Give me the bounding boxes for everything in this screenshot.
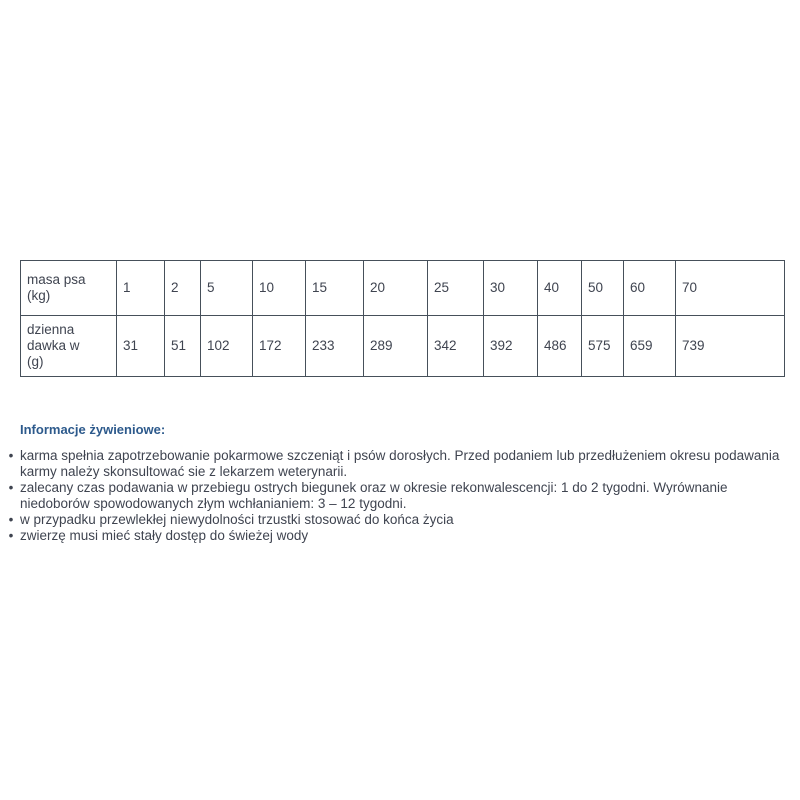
bullet-icon: • (8, 528, 14, 543)
list-item (6, 448, 786, 480)
table-cell: 575 (582, 316, 624, 377)
list-item-text: w przypadku przewlekłej niewydolności trzustki stosować do końca życia (20, 512, 454, 527)
table-cell: 70 (676, 261, 785, 316)
table-cell: 40 (538, 261, 582, 316)
list-item-text: zalecany czas podawania w przebiegu ostrych biegunek oraz w okresie rekonwalescencji: 1 do 2 tygodni. Wyrównanie niedoborów spowodowanych złym wchłanianiem: 3 – 12 tygodni. (20, 480, 728, 511)
table-cell: 486 (538, 316, 582, 377)
dosage-table (20, 260, 785, 377)
table-cell: 172 (253, 316, 306, 377)
table-cell: 342 (428, 316, 484, 377)
bullet-icon: • (8, 448, 14, 463)
list-item (6, 480, 786, 512)
table-cell: 392 (484, 316, 538, 377)
list-item (6, 528, 786, 544)
table-cell: 1 (117, 261, 165, 316)
table-cell: 289 (364, 316, 428, 377)
info-heading: Informacje żywieniowe: (20, 422, 166, 437)
table-cell: 50 (582, 261, 624, 316)
list-item-text: zwierzę musi mieć stały dostęp do świeżej wody (20, 528, 309, 543)
table-row-weight (21, 261, 785, 316)
bullet-icon: • (8, 512, 14, 527)
row-header-dose: dzienna dawka w (g) (21, 316, 117, 377)
list-item-text: karma spełnia zapotrzebowanie pokarmowe szczeniąt i psów dorosłych. Przed podaniem lub przedłużeniem okresu podawania karmy należy skonsultować sie z lekarzem weterynarii. (20, 448, 780, 479)
table-cell: 5 (201, 261, 253, 316)
row-header-weight: masa psa (kg) (21, 261, 117, 316)
table-cell: 233 (306, 316, 364, 377)
bullet-icon: • (8, 480, 14, 495)
table-cell: 739 (676, 316, 785, 377)
table-row-dose (21, 316, 785, 377)
table-cell: 51 (165, 316, 201, 377)
table-cell: 31 (117, 316, 165, 377)
table-cell: 20 (364, 261, 428, 316)
table-cell: 659 (624, 316, 676, 377)
table-cell: 2 (165, 261, 201, 316)
table-cell: 25 (428, 261, 484, 316)
table-cell: 15 (306, 261, 364, 316)
list-item (6, 512, 786, 528)
table-cell: 10 (253, 261, 306, 316)
table-cell: 30 (484, 261, 538, 316)
table-cell: 60 (624, 261, 676, 316)
table-cell: 102 (201, 316, 253, 377)
info-list (6, 448, 786, 544)
